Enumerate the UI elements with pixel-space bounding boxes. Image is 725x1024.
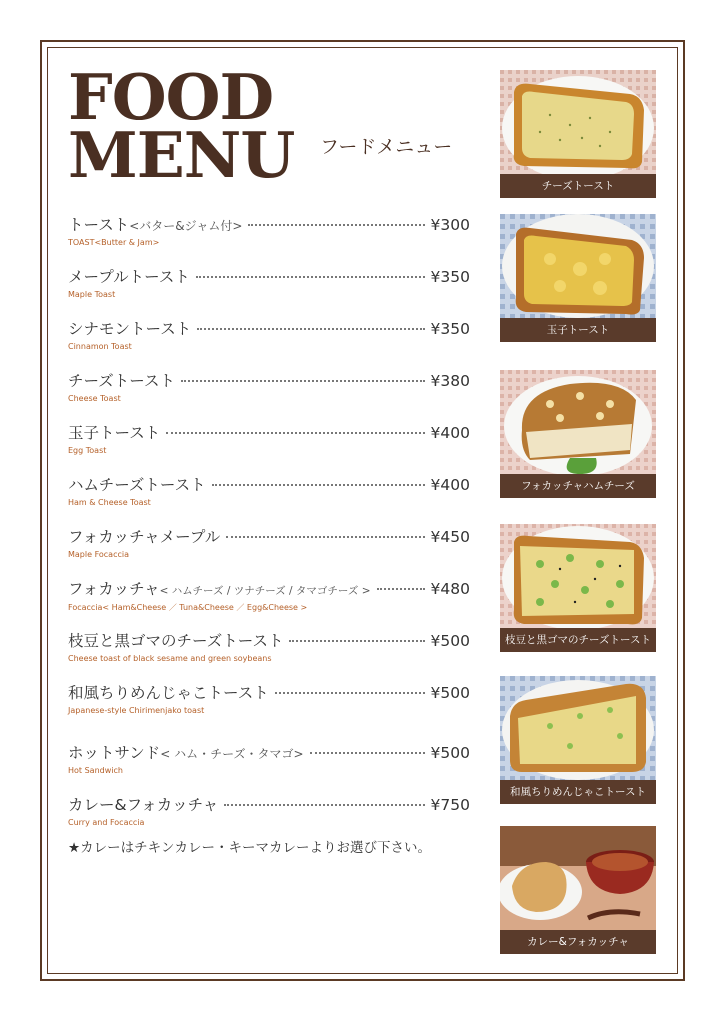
item-name: フォカッチャメープル (68, 528, 221, 546)
leader-dots (212, 484, 425, 486)
item-name: 枝豆と黒ゴマのチーズトースト (68, 632, 284, 650)
leader-dots (181, 380, 425, 382)
leader-dots (226, 536, 424, 538)
photo-caption: 枝豆と黒ゴマのチーズトースト (500, 628, 656, 652)
item-name: トースト (68, 216, 130, 234)
menu-item (68, 681, 470, 741)
item-name-sub: < ハム・チーズ・タマゴ> (160, 747, 304, 761)
item-name: カレー&フォカッチャ (68, 796, 219, 814)
item-english: Ham & Cheese Toast (68, 498, 151, 507)
cheese-toast-photo (500, 70, 656, 174)
menu-item (68, 317, 470, 369)
photo-card (500, 524, 656, 652)
item-price: ¥500 (430, 632, 470, 650)
menu-item (68, 421, 470, 473)
leader-dots (196, 276, 425, 278)
item-english: Cheese toast of black sesame and green soybeans (68, 654, 272, 663)
menu-item (68, 577, 470, 629)
item-price: ¥450 (430, 528, 470, 546)
photo-card (500, 676, 656, 804)
item-price: ¥350 (430, 320, 470, 338)
item-english: Hot Sandwich (68, 766, 123, 775)
leader-dots (197, 328, 424, 330)
menu-item (68, 213, 470, 265)
item-english: Cinnamon Toast (68, 342, 132, 351)
item-name: ホットサンド (68, 744, 161, 762)
item-price: ¥500 (430, 744, 470, 762)
menu-item (68, 629, 470, 681)
leader-dots (248, 224, 424, 226)
leader-dots (166, 432, 424, 434)
photo-caption: チーズトースト (500, 174, 656, 198)
menu-item (68, 369, 470, 421)
item-price: ¥350 (430, 268, 470, 286)
title-menu: MENU (68, 118, 295, 192)
leader-dots (310, 752, 425, 754)
title-food: FOOD (68, 60, 274, 134)
item-english: Maple Toast (68, 290, 116, 299)
item-english: TOAST<Butter & Jam> (68, 238, 160, 247)
leader-dots (224, 804, 424, 806)
item-price: ¥300 (430, 216, 470, 234)
item-english: Cheese Toast (68, 394, 121, 403)
item-name: フォカッチャ (68, 580, 160, 598)
item-price: ¥400 (430, 476, 470, 494)
item-price: ¥500 (430, 684, 470, 702)
leader-dots (377, 588, 425, 590)
menu-item (68, 265, 470, 317)
item-name: ハムチーズトースト (68, 476, 206, 494)
item-english: Egg Toast (68, 446, 107, 455)
item-price: ¥400 (430, 424, 470, 442)
photo-caption: 和風ちりめんじゃこトースト (500, 780, 656, 804)
item-english: Japanese-style Chirimenjako toast (68, 706, 205, 715)
egg-toast-photo (500, 214, 656, 318)
item-english: Curry and Focaccia (68, 818, 145, 827)
photo-card (500, 70, 656, 198)
photo-caption: フォカッチャハムチーズ (500, 474, 656, 498)
photo-card (500, 826, 656, 954)
item-price: ¥380 (430, 372, 470, 390)
item-name: チーズトースト (68, 372, 175, 390)
photo-caption: 玉子トースト (500, 318, 656, 342)
item-name: 和風ちりめんじゃこトースト (68, 684, 269, 702)
focaccia-ham-cheese-photo (500, 370, 656, 474)
item-name-sub: <バター&ジャム付> (129, 219, 243, 233)
menu-item (68, 473, 470, 525)
subtitle-jp: フードメニュー (320, 136, 453, 158)
photo-card (500, 370, 656, 498)
item-price: ¥750 (430, 796, 470, 814)
item-name-sub: < ハムチーズ / ツナチーズ / タマゴチーズ > (159, 585, 371, 597)
leader-dots (289, 640, 424, 642)
item-name: メープルトースト (68, 268, 190, 286)
item-english: Maple Focaccia (68, 550, 130, 559)
item-name: 玉子トースト (68, 424, 161, 442)
chirimenjako-toast-photo (500, 676, 656, 780)
item-name: シナモントースト (68, 320, 192, 338)
menu-item (68, 741, 470, 793)
curry-focaccia-photo (500, 826, 656, 930)
item-price: ¥480 (430, 580, 470, 598)
item-english: Focaccia< Ham&Cheese ／ Tuna&Cheese ／ Egg&Cheese > (68, 603, 308, 612)
edamame-sesame-toast-photo (500, 524, 656, 628)
photo-caption: カレー&フォカッチャ (500, 930, 656, 954)
curry-note: ★カレーはチキンカレー・キーマカレーよりお選び下さい。 (68, 840, 431, 856)
leader-dots (275, 692, 425, 694)
menu-item (68, 525, 470, 577)
photo-card (500, 214, 656, 342)
menu-list (68, 213, 470, 845)
